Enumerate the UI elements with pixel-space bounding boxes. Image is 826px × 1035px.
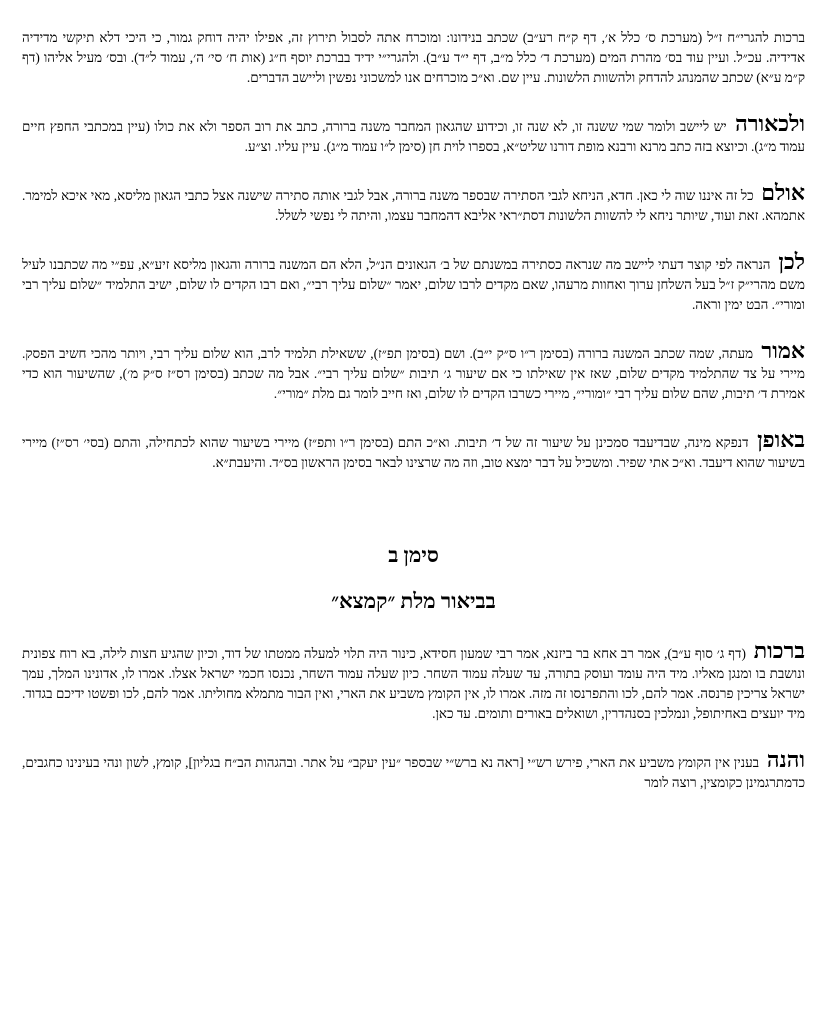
paragraph-lead-word: ולכאורה	[735, 111, 805, 136]
paragraph-lead-word: והנה	[766, 747, 805, 772]
paragraph-lachen	[22, 249, 805, 315]
paragraph-beofen	[22, 427, 805, 473]
paragraph-text: בענין אין הקומץ משביע את הארי, פירש רש״י [ראה נא ברש״י שבספר ״עין יעקב״ על אתר. ובהגהות הב״ח בגליון], קומץ, לשון ונהי בעינינו כחגבים, כדמתרגמינן כקומצין, רוצה לומר	[22, 755, 805, 790]
paragraph-text: מעתה, שמה שכתב המשנה ברורה (בסימן ר״ו ס״ק י״ב). ושם (בסימן תפ״ז), ששאילת תלמיד לרב, הוא שלום עליך רבי, ויותר מהכי חשיב הפסק. מיירי על צד שהתלמיד מקדים שלום, שאז אין שאילתו כי אם שיעור ג׳ תיבות ״שלום עליך רבי״. אבל מה שכתב (בסימן רס״ז ס״ק מ׳), שהשיעור הוא כדי אמירת ד׳ תיבות, שהם שלום עליך רבי ״ומורי״, מיירי כשרבו הקדים לו שלום, ואז חייב לומר גם מלת ״מורי״.	[22, 346, 805, 401]
paragraph-ulam	[22, 180, 805, 226]
paragraph-text: יש ליישב ולומר שמי ששנה זו, לא שנה זו, וכידוע שהגאון המחבר משנה ברורה, כתב את רוב הספר ולא את כולו (עיין במכתבי החפץ חיים עמוד מ״ג). וכיוצא בזה כתב מרנא ורבנא מופת דורנו שליט״א, בספרו לוית חן (סימן ל״ו עמוד מ״ג). עיין עליו. וצ״ע.	[22, 119, 805, 154]
paragraph-text: הנראה לפי קוצר דעתי ליישב מה שנראה כסתירה במשנתם של ב׳ הגאונים הנ״ל, הלא הם המשנה ברורה והגאון מליסא זיע״א, עפ״י מה שכתבנו לעיל משם מהרי״ק ז״ל בעל השלחן ערוך ואחוות מרעהו, שאם מקדים לרבו שלום, יאמר ״שלום עליך רבי״, ואם רבו הקדים לו שלום, ישיב התלמיד ״שלום עליך רבי ומורי״. הבט ימין וראה.	[22, 257, 805, 312]
paragraph-lead-word: אמור	[761, 338, 805, 363]
paragraph-emor	[22, 338, 805, 404]
paragraph-text: כל זה איננו שוה לי כאן. חדא, הניחא לגבי הסתירה שבספר משנה ברורה, אבל לגבי אותה סתירה שישנה אצל כתבי הגאון מליסא, מאי איכא למימר. אתמהא. זאת ועוד, שיותר ניחא לי להשוות הלשונות דסת״ראי אליבא דהמחבר עצמו, והיתה לי נפשי לשלל.	[22, 188, 805, 223]
paragraph-continuation	[22, 28, 805, 88]
paragraph-lead-word: באופן	[757, 427, 805, 452]
paragraph-text: ברכות להגרי״ח ז״ל (מערכת ס׳ כלל א׳, דף ק״ח רע״ב) שכתב בנידונו: ומוכרח אתה לסבול תירוץ זה, אפילו יהיה דוחק גמור, כי היכי דלא תיקשי מדידיה אדידיה. עכ״ל. ועיין עוד בס׳ מהרת המים (מערכת ד׳ כלל מ״ב, דף י״ד ע״ב). ולהגרי״י ידיד בברכת יוסף ח״ג (אות ח׳ סי׳ ה׳, עמוד ל״ד). ובס׳ מעיל אליהו (דף ק״מ ע״א) שכתב שהמנהג להדחק ולהשוות הלשונות. עיין שם. וא״כ מוכרחים אנו למשכוני נפשין וליישב הדברים.	[22, 30, 805, 85]
paragraph-brachot	[22, 638, 805, 724]
paragraph-lead-word: לכן	[778, 249, 805, 274]
siman-heading: סימן ב	[388, 543, 439, 567]
siman-subtitle: בביאור מלת ״קמצא״	[331, 589, 496, 613]
paragraph-text: (דף ג׳ סוף ע״ב), אמר רב אחא בר ביזנא, אמר רבי שמעון חסידא, כינור היה תלוי למעלה ממטתו של דוד, וכיון שהגיע חצות לילה, בא רוח צפונית ונושבת בו ומנגן מאליו. מיד היה עומד ועוסק בתורה, עד שעלה עמוד השחר. כיון שעלה עמוד השחר, נכנסו חכמי ישראל אצלו. אמרו לו, אדונינו המלך, עמך ישראל צריכין פרנסה. אמר להם, לכו והתפרנסו זה מזה. אמרו לו, אין הקומץ משביע את הארי, ואין הבור מתמלא מחוליתו. אמר להם, לכו ופשטו ידיכם בגדוד. מיד יועצים באחיתופל, ונמלכין בסנהדרין, ושואלים באורים ותומים. עד כאן.	[22, 646, 805, 721]
paragraph-lead-word: ברכות	[753, 638, 805, 663]
paragraph-lechora	[22, 111, 805, 157]
paragraph-text: דנפקא מינה, שבדיעבד סמכינן על שיעור זה של ד׳ תיבות. וא״כ התם (בסימן ר״ו ותפ״ז) מיירי בשיעור שהוא לכתחילה, והתם (בסי׳ רס״ז) מיירי בשיעור שהוא דיעבד. וא״כ אתי שפיר. ומשכיל על דבר ימצא טוב, וזה מה שרצינו לבאר בסימן הראשון בס״ד. והיעבת״א.	[22, 435, 805, 470]
paragraph-vehine	[22, 747, 805, 793]
paragraph-lead-word: אולם	[761, 180, 805, 205]
